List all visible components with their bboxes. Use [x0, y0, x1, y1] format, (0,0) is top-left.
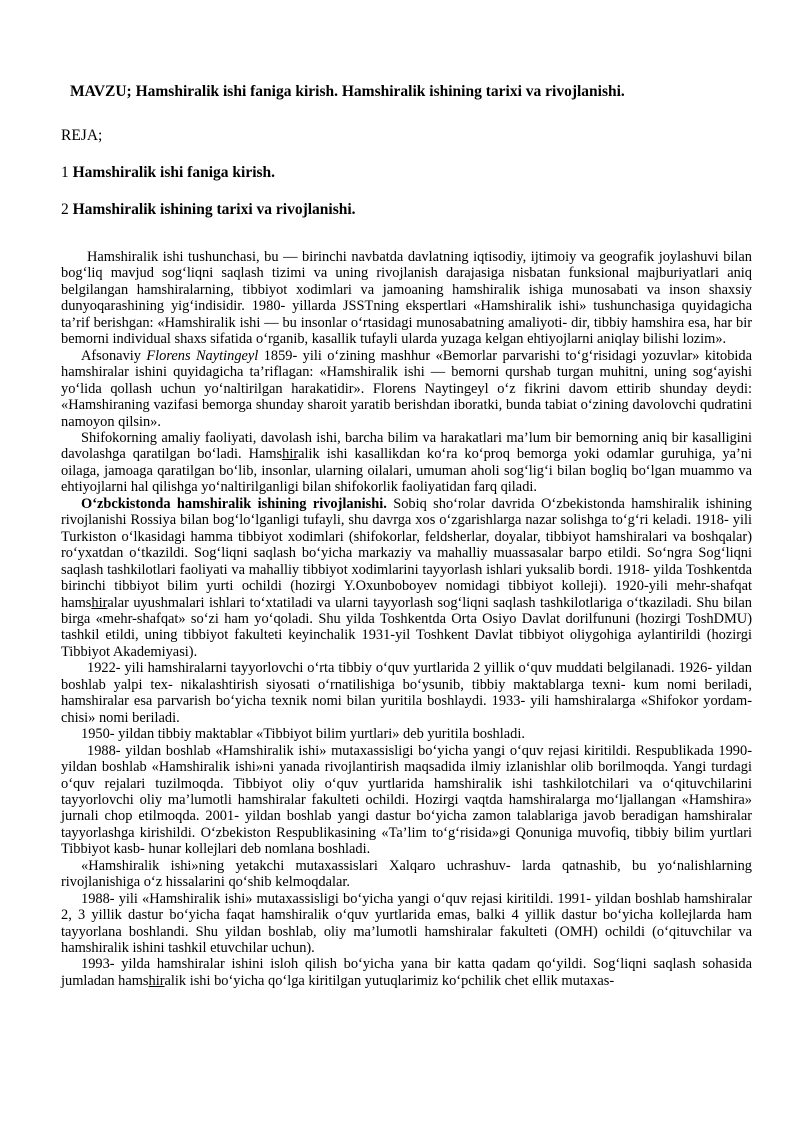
- underlined-text: hir: [91, 594, 108, 611]
- person-name-italic: Florens Naytingeyl: [146, 347, 259, 364]
- document-title: MAVZU; Hamshiralik ishi faniga kirish. Hamshiralik ishining tarixi va rivojlanishi.: [70, 83, 625, 100]
- underlined-text: hir: [282, 446, 299, 463]
- text-run: 1993- yilda hamshiralar ishini isloh qilish bo‘yicha yana bir katta qadam qo‘yildi. Sog‘liqni saqlash sohasida jumladan hams: [61, 956, 752, 989]
- text-run: alik ishi kasallikdan ko‘ra ko‘proq bemorga yoki odamlar guruhiga, ya’ni oilaga, jamoaga qaratilgan bo‘lib, insonlar, ularning oilalari, umuman aholi sog‘lig‘i bilan bogliq bo‘lgan muammo va ehtiyojlarni hal qilishga yo‘naltirilganligi bilan shifokorlik faoliyatidan farq qiladi.: [61, 446, 753, 496]
- underlined-text: hir: [148, 972, 165, 989]
- paragraph-1922: 1922- yili hamshiralarni tayyorlovchi o‘rta tibbiy o‘quv yurtlarida 2 yillik o‘quv muddati belgilanadi. 1926- yildan boshlab yalpi tex- nikalashtirish siyosati o‘rnatilishiga bo‘ysunib, tibbiy maktablarga texni- kum nomi beriladi, hamshiralar esa parvarish bo‘yicha texnik nomi bilan yuritila boshlaydi. 1933- yili hamshiralarga «Shifokor yordam- chisi» nomi beriladi.: [61, 660, 752, 726]
- paragraph-uzbekistan-history: [61, 496, 752, 661]
- plan-item-1: [61, 164, 275, 182]
- paragraph-1988-reform: 1988- yildan boshlab «Hamshiralik ishi» mutaxassisligi bo‘yicha yangi o‘quv rejasi kiritildi. Respublikada 1990- yildan boshlab «Hamshiralik ishi»ni yanada rivojlantirish maqsadida ilmiy izlanishlar olib borilmoqda. Yangi turdagi o‘quv rejalari tuzilmoqda. Tibbiyot oliy o‘quv yurtlarida hamshiralik ishi tashkilotchilari va o‘qituvchilarini tayyorlovchi oliy ma’lumotli hamshiralar fakulteti ochildi. Hozirgi vaqtda hamshiralarga mo‘ljallangan «Hamshira» jurnali chop etilmoqda. 2001- yildan boshlab yangi dastur bo‘yicha zamon talablariga javob beradigan hamshiralar tayyorlashga kirishildi. O‘zbekiston Respublikasining «Ta’lim to‘g‘risida»gi Qonuniga muvofiq, tibbiy bilim yurtlari Tibbiyot kasb- hunar kollejlari deb nomlana boshladi.: [61, 742, 752, 858]
- text-run: alik ishi bo‘yicha qo‘lga kiritilgan yutuqlarimiz ko‘pchilik chet ellik mutaxas-: [164, 972, 615, 989]
- paragraph-1988-curriculum: 1988- yili «Hamshiralik ishi» mutaxassisligi bo‘yicha yangi o‘quv rejasi kiritildi. 1991- yildan boshlab hamshiralar 2, 3 yillik dastur bo‘yicha faqat hamshiralik o‘quv yurtlarida emas, balki 4 yillik dastur bo‘yicha kollejlarda ham tayyorlana boshlandi. Shu yildan boshlab, oliy ma’lumotli hamshiralar fakulteti (OMH) ochildi (o‘qituvchilar va hamshiralik ishini tashkil etuvchilar uchun).: [61, 890, 752, 957]
- plan-item-number: 2: [61, 201, 73, 218]
- text-run: Sobiq sho‘rolar davrida O‘zbekistonda hamshiralik ishining rivojlanishi Rossiya bilan bog‘lo‘lganligi tufayli, shu davrga xos o‘zgarishlarga nazar solishga to‘g‘ri keladi. 1918- yili Turkiston o‘lkasidagi hamma tibbiyot xodimlari (shifokorlar, feldsherlar, doyalar, tibbiyot hamshiralari va boshqalar) ro‘yxatdan o‘tkazildi. Sog‘liqni saqlash bo‘yicha markaziy va mahalliy muassasalar barpo etildi. So‘ngra Sog‘liqni saqlash tashkilotlari faoliyati va mahalliy tibbiyot xodimlarini tayyorlash ishlari yuksalib bordi. 1918- yilda Toshkentda birinchi tibbiyot bilim yurti ochildi (hozirgi Y.Oxunboboyev nomidagi tibbiyot kolleji). 1920-yili mehr-shafqat hams: [61, 495, 753, 611]
- plan-item-text: Hamshiralik ishining tarixi va rivojlanishi.: [72, 201, 356, 218]
- document-body: [61, 249, 752, 989]
- paragraph-nightingale: [61, 348, 752, 430]
- section-heading: O‘zbckistonda hamshiralik ishining rivojlanishi.: [81, 495, 387, 512]
- paragraph-1950: 1950- yildan tibbiy maktablar «Tibbiyot bilim yurtlari» deb yuritila boshladi.: [81, 726, 525, 743]
- paragraph-definition: Hamshiralik ishi tushunchasi, bu — birinchi navbatda davlatning iqtisodiy, ijtimoiy va geografik joylashuvi bilan bog‘liq mavjud sog‘liqni saqlash tizimi va uning rivojlanish darajasiga nisbatan funksional majburiyatlari aniq belgilangan hamshiralarning, tibbiyot xodimlari va jamoaning hamshiralik ishiga munosabati va inson shaxsiy dunyoqarashining yig‘indisidir. 1980- yillarda JSSTning ekspertlari «Hamshiralik ishi» tushunchasiga quyidagicha ta’rif berishgan: «Hamshiralik ishi — bu insonlar o‘rtasidagi munosabatning amaliyoti- dir, tibbiy hamshira esa, har bir bemorni individual shaxs sifatida o‘rganib, kasallik tufayli ularda yuzaga kelgan ehtiyojlarni aniqlay bilishi lozim».: [61, 249, 752, 348]
- text-run: Shifokorning amaliy faoliyati, davolash ishi, barcha bilim va harakatlari ma’lum bir bemorning aniq bir kasalligini davolashga qaratilgan bo‘ladi. Hams: [61, 429, 752, 463]
- text-run: 1859- yili o‘zining mashhur «Bemorlar parvarishi to‘g‘risidagi yozuvlar» kitobida hamshiralar ishini quyidagicha ta’riflagan: «Hamshiralik ishi — bemorni qurshab turgan muhitni, uning sog‘ayishi yo‘lida qollash uchun yo‘naltirilgan harakatidir». Florens Naytingeyl o‘z fikrini davom ettirib shunday deydi: «Hamshiraning vazifasi bemorga shunday sharoit yaratib berishdan iboratki, bunda tabiat o‘zining davolovchi qudratini namoyon qilsin».: [61, 347, 752, 430]
- paragraph-1993: [61, 956, 752, 989]
- plan-item-2: [61, 201, 356, 219]
- paragraph-physician-vs-nurse: [61, 430, 752, 496]
- paragraph-international: «Hamshiralik ishi»ning yetakchi mutaxassislari Xalqaro uchrashuv- larda qatnashib, bu yo‘nalishlarning rivojlanishiga o‘z hissalarini qo‘shib kelmoqdalar.: [61, 857, 752, 891]
- plan-heading: REJA;: [61, 127, 103, 144]
- plan-item-number: 1: [61, 164, 73, 181]
- plan-item-text: Hamshiralik ishi faniga kirish.: [72, 164, 276, 181]
- text-run: Afsonaviy: [81, 347, 147, 364]
- text-run: alar uyushmalari ishlari to‘xtatiladi va ularni tayyorlash sog‘liqni saqlash tashkilotlariga o‘tkaziladi. Shu bilan birga «mehr-shafqat» so‘zi ham yo‘qoladi. Shu yilda Toshkentda Orta Osiyo Davlat dorilfununi (hozirgi ToshDMU) tashkil etildi, uning tibbiyot fakulteti keyinchalik 1931-yil Toshkent Davlat tibbiyot oliygohiga aylantirildi (hozirgi Tibbiyot Akademiyasi).: [61, 594, 752, 660]
